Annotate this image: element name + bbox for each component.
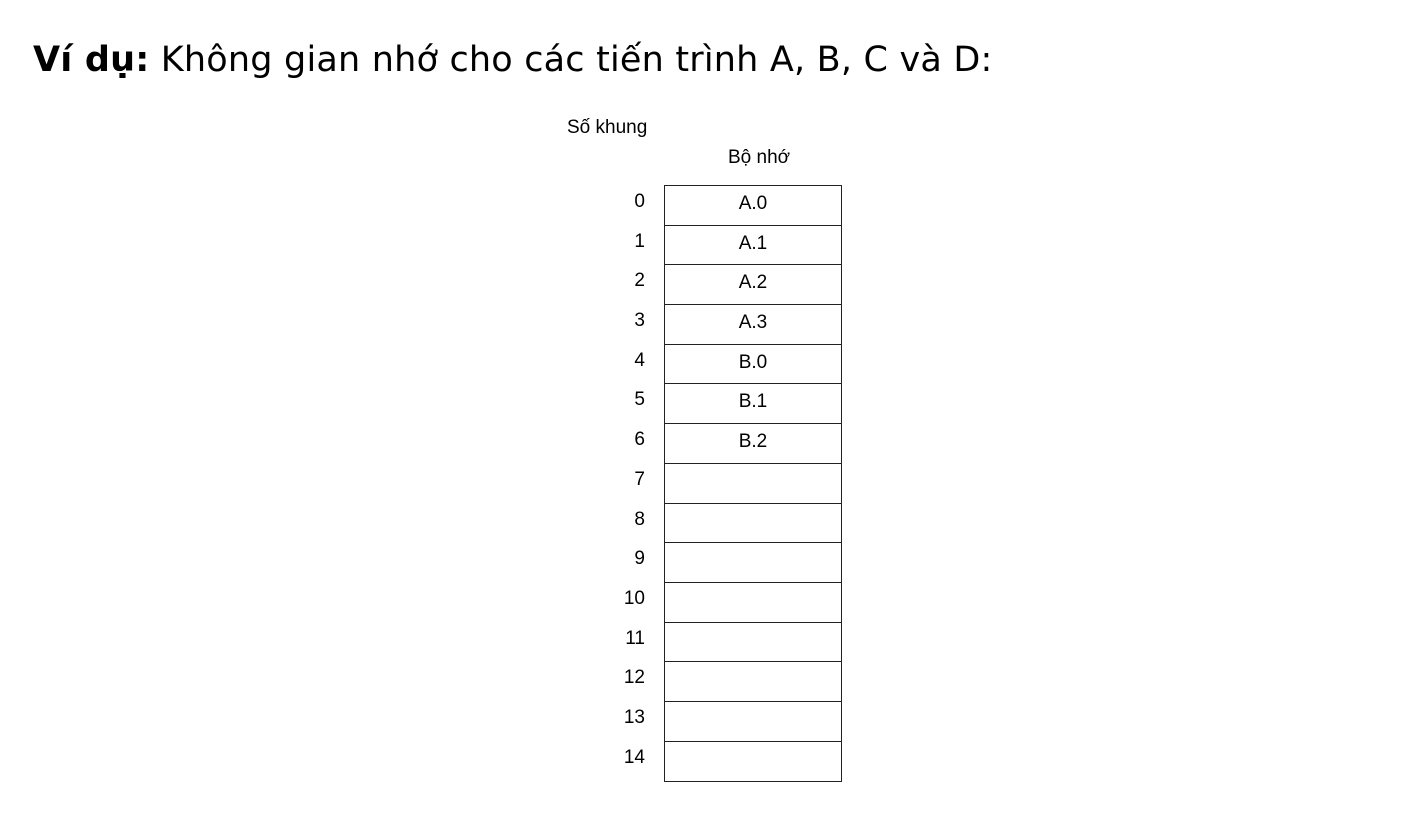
frame-number: 14 [623, 746, 645, 768]
frame-number: 0 [634, 191, 645, 212]
example-text: Không gian nhớ cho các tiến trình A, B, C và D: [160, 40, 993, 80]
frame-number: 12 [623, 667, 645, 689]
frame-number-column [600, 185, 650, 780]
memory-frame-cell: B.0 [665, 345, 841, 385]
example-label: Ví dụ: [33, 40, 150, 80]
memory-frame-cell: A.3 [665, 305, 841, 345]
frame-number: 5 [634, 389, 645, 411]
frame-number: 9 [634, 548, 645, 570]
memory-frame-cell [665, 742, 841, 782]
frame-number-header: Số khung [567, 117, 648, 138]
frame-number: 1 [634, 230, 645, 252]
memory-frame-cell [665, 464, 841, 504]
memory-frame-cell [665, 702, 841, 742]
memory-frame-cell [665, 623, 841, 663]
frame-number: 6 [634, 429, 645, 451]
frame-number: 11 [625, 627, 645, 649]
memory-header: Bộ nhớ [728, 147, 791, 168]
memory-frame-cell [665, 543, 841, 583]
memory-table [664, 185, 842, 782]
memory-frame-cell [665, 583, 841, 623]
memory-frame-cell: A.1 [665, 226, 841, 266]
memory-frame-cell: A.0 [665, 186, 841, 226]
memory-frame-cell: B.2 [665, 424, 841, 464]
memory-frame-cell [665, 504, 841, 544]
frame-number: 3 [634, 310, 645, 332]
frame-number: 2 [634, 270, 645, 292]
frame-number: 7 [634, 468, 645, 490]
frame-number: 4 [634, 349, 645, 371]
frame-number: 10 [623, 587, 645, 609]
frame-number: 8 [634, 508, 645, 530]
memory-frame-cell [665, 662, 841, 702]
memory-frame-cell: B.1 [665, 384, 841, 424]
frame-number: 13 [623, 706, 645, 728]
memory-frame-cell: A.2 [665, 265, 841, 305]
